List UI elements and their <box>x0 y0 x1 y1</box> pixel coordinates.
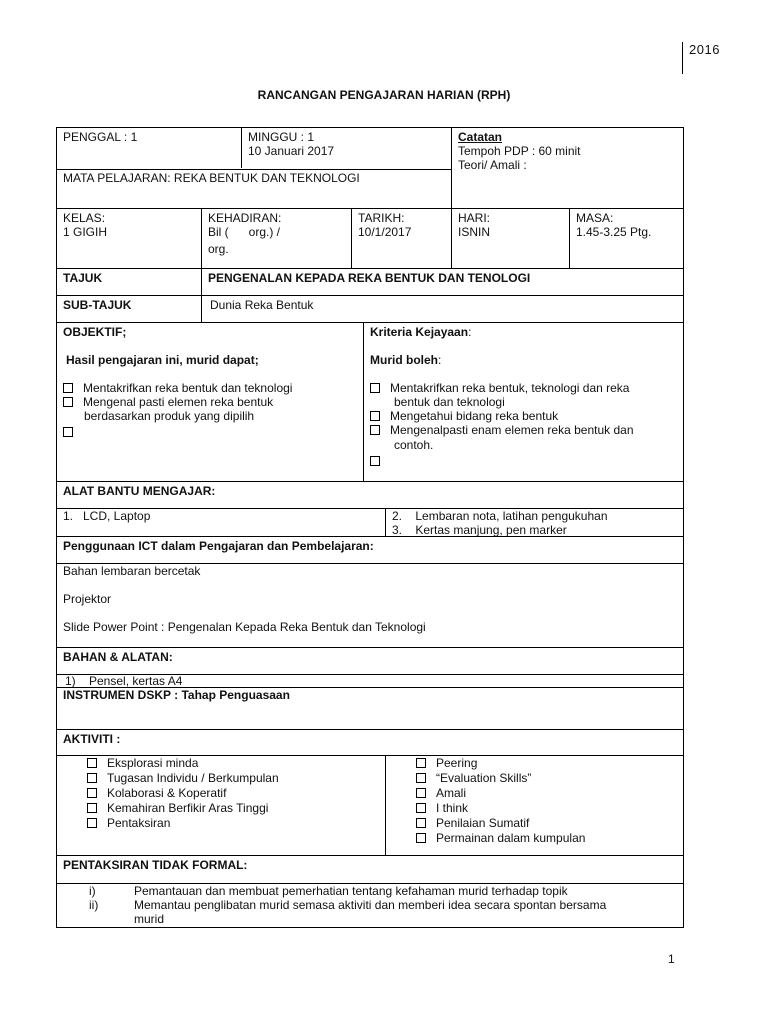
aktiviti-item: Permainan dalam kumpulan <box>416 831 677 846</box>
checkbox-icon <box>63 397 73 407</box>
alat-label-row <box>56 481 684 509</box>
alat-right-cell <box>385 509 683 536</box>
hari-value: ISNIN <box>458 225 491 239</box>
aktiviti-item: Eksplorasi minda <box>87 756 379 771</box>
ict-item: Projektor <box>63 592 112 606</box>
aktiviti-items-row <box>56 755 684 856</box>
kehadiran-label: KEHADIRAN: <box>208 211 282 225</box>
aktiviti-label-cell <box>57 730 683 755</box>
mata-pelajaran-cell <box>57 169 451 208</box>
alat-label-cell <box>57 482 683 508</box>
objektif-label: OBJEKTIF; <box>63 325 127 339</box>
kelas-cell <box>57 209 201 268</box>
ict-items-cell <box>57 564 683 647</box>
minggu-cell <box>241 128 451 168</box>
tajuk-value: PENGENALAN KEPADA REKA BENTUK DAN TENOLOGI <box>208 271 531 285</box>
tajuk-label-cell <box>57 269 201 295</box>
aktiviti-item: I think <box>416 801 677 816</box>
subtajuk-row <box>56 295 684 323</box>
kriteria-item <box>370 454 677 468</box>
teori-text: Teori/ Amali : <box>458 158 527 172</box>
instrumen-cell <box>57 688 683 729</box>
bahan-item: 1) Pensel, kertas A4 <box>65 674 183 688</box>
checkbox-icon <box>416 788 426 798</box>
ict-item: Slide Power Point : Pengenalan Kepada Reka Bentuk dan Teknologi <box>63 620 426 634</box>
catatan-cell <box>451 128 683 208</box>
checkbox-icon <box>416 833 426 843</box>
bahan-item-cell <box>57 675 683 687</box>
tajuk-label: TAJUK <box>63 271 103 285</box>
tajuk-value-cell <box>201 269 683 295</box>
aktiviti-item: Kemahiran Berfikir Aras Tinggi <box>87 801 379 816</box>
bahan-label-row <box>56 647 684 675</box>
page-number: 1 <box>668 952 675 966</box>
kriteria-item: Mengenalpasti enam elemen reka bentuk dan <box>370 423 677 437</box>
tarikh-cell <box>351 209 451 268</box>
catatan-label: Catatan <box>458 130 503 144</box>
kriteria-item-cont: bentuk dan teknologi <box>394 395 505 409</box>
kelas-value: 1 GIGIH <box>63 225 108 239</box>
objektif-item <box>63 425 357 439</box>
ict-label-row <box>56 536 684 564</box>
checkbox-icon <box>416 758 426 768</box>
pentaksiran-items-row <box>56 883 684 928</box>
aktiviti-right-cell <box>385 756 683 855</box>
instrumen-row <box>56 687 684 730</box>
checkbox-icon <box>370 411 380 421</box>
kriteria-item: Mentakrifkan reka bentuk, teknologi dan reka <box>370 381 677 395</box>
kriteria-label-line: Kriteria Kejayaan: <box>370 325 472 339</box>
info-row <box>56 127 684 209</box>
aktiviti-label-row <box>56 729 684 756</box>
kriteria-cell <box>363 323 683 481</box>
hari-label: HARI: <box>458 211 491 225</box>
aktiviti-item: Amali <box>416 786 677 801</box>
aktiviti-item: Penilaian Sumatif <box>416 816 677 831</box>
mata-pelajaran-text: MATA PELAJARAN: REKA BENTUK DAN TEKNOLOGI <box>63 171 360 185</box>
pentaksiran-item-cont: murid <box>134 912 165 926</box>
checkbox-icon <box>87 803 97 813</box>
masa-value: 1.45-3.25 Ptg. <box>576 225 652 239</box>
bahan-item-row <box>56 674 684 688</box>
alat-left-cell <box>57 509 385 536</box>
aktiviti-item: Peering <box>416 756 677 771</box>
masa-cell <box>569 209 683 268</box>
checkbox-icon <box>370 383 380 393</box>
subtajuk-label: SUB-TAJUK <box>63 298 132 312</box>
checkbox-icon <box>416 773 426 783</box>
page-title: RANCANGAN PENGAJARAN HARIAN (RPH) <box>257 88 511 102</box>
pentaksiran-label-row <box>56 855 684 884</box>
checkbox-icon <box>87 773 97 783</box>
kelas-label: KELAS: <box>63 211 106 225</box>
minggu-text: MINGGU : 1 <box>248 130 315 144</box>
kehadiran-line1: Bil ( org.) / <box>208 225 281 239</box>
ict-item: Bahan lembaran bercetak <box>63 564 201 578</box>
ict-label: Penggunaan ICT dalam Pengajaran dan Pembelajaran: <box>63 539 374 553</box>
checkbox-icon <box>63 427 73 437</box>
alat-items-row <box>56 508 684 537</box>
alat-item: 2. Lembaran nota, latihan pengukuhan <box>392 509 608 523</box>
checkbox-icon <box>416 818 426 828</box>
subtajuk-value: Dunia Reka Bentuk <box>210 298 314 312</box>
kehadiran-cell <box>201 209 351 268</box>
pentaksiran-label: PENTAKSIRAN TIDAK FORMAL: <box>63 858 248 872</box>
subtajuk-value-cell <box>201 296 683 322</box>
tempoh-text: Tempoh PDP : 60 minit <box>458 144 581 158</box>
alat-label: ALAT BANTU MENGAJAR: <box>63 484 216 498</box>
subtajuk-label-cell <box>57 296 201 322</box>
checkbox-icon <box>416 803 426 813</box>
kehadiran-line2: org. <box>208 242 229 256</box>
objektif-item-cont: berdasarkan produk yang dipilih <box>84 409 255 423</box>
ict-items-row <box>56 563 684 648</box>
aktiviti-item: Pentaksiran <box>87 816 379 831</box>
checkbox-icon <box>370 456 380 466</box>
pentaksiran-item: i) Pemantauan dan membuat pemerhatian tentang kefahaman murid terhadap topik <box>89 884 568 898</box>
kelas-row <box>56 208 684 269</box>
objektif-cell <box>57 323 363 481</box>
pentaksiran-item: ii) Memantau penglibatan murid semasa aktiviti dan memberi idea secara spontan bersama <box>89 898 607 912</box>
bahan-label-cell <box>57 648 683 674</box>
checkbox-icon <box>87 788 97 798</box>
kriteria-intro-line: Murid boleh: <box>370 353 442 367</box>
tajuk-row <box>56 268 684 296</box>
checkbox-icon <box>87 758 97 768</box>
tarikh-value: 10/1/2017 <box>358 225 412 239</box>
aktiviti-label: AKTIVITI : <box>63 732 121 746</box>
penggal-cell <box>57 128 241 168</box>
year-label: 2016 <box>682 42 720 74</box>
instrumen-label: INSTRUMEN DSKP : Tahap Penguasaan <box>63 688 290 702</box>
masa-label: MASA: <box>576 211 614 225</box>
tarikh-label: TARIKH: <box>358 211 405 225</box>
alat-item: 1. LCD, Laptop <box>63 509 151 523</box>
ict-label-cell <box>57 537 683 563</box>
pentaksiran-label-cell <box>57 856 683 883</box>
checkbox-icon <box>370 425 380 435</box>
objektif-item: Mengenal pasti elemen reka bentuk <box>63 395 357 409</box>
minggu-date: 10 Januari 2017 <box>248 144 335 158</box>
aktiviti-item: Tugasan Individu / Berkumpulan <box>87 771 379 786</box>
objektif-intro: Hasil pengajaran ini, murid dapat; <box>66 353 259 367</box>
aktiviti-item: Kolaborasi & Koperatif <box>87 786 379 801</box>
objektif-row <box>56 322 684 482</box>
alat-item: 3. Kertas manjung, pen marker <box>392 523 567 537</box>
pentaksiran-items-cell <box>57 884 683 927</box>
checkbox-icon <box>63 383 73 393</box>
objektif-item: Mentakrifkan reka bentuk dan teknologi <box>63 381 357 395</box>
hari-cell <box>451 209 569 268</box>
bahan-label: BAHAN & ALATAN: <box>63 650 173 664</box>
checkbox-icon <box>87 818 97 828</box>
penggal-text: PENGGAL : 1 <box>63 130 138 144</box>
kriteria-item: Mengetahui bidang reka bentuk <box>370 409 677 423</box>
kriteria-item-cont: contoh. <box>394 438 434 452</box>
aktiviti-item: “Evaluation Skills” <box>416 771 677 786</box>
aktiviti-left-cell <box>57 756 385 855</box>
